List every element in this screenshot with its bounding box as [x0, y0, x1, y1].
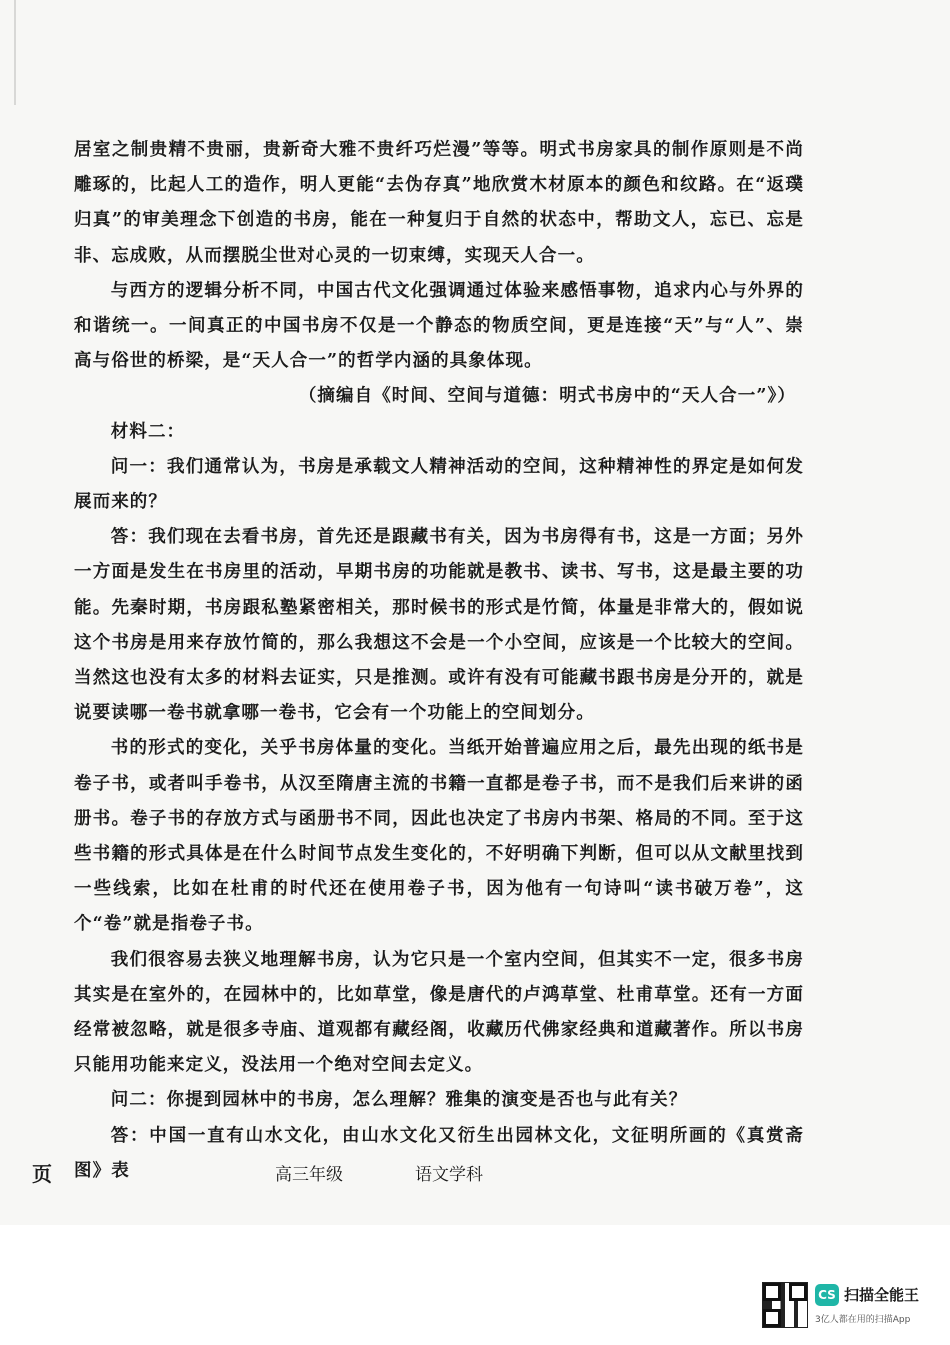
subject-label: 语文学科: [415, 1165, 483, 1185]
page-edge-line: [14, 0, 16, 105]
paragraph-1: 居室之制贵精不贵丽，贵新奇大雅不贵纤巧烂漫”等等。明式书房家具的制作原则是不尚雕琢的，比起人工的造作，明人更能“去伪存真”地欣赏木材原本的颜色和纹路。在“返璞归真”的审美理念下创造的书房，能在一种复归于自然的状态中，帮助文人，忘已、忘是非、忘成败，从而摆脱尘世对心灵的一切束缚，实现天人合一。: [74, 140, 804, 266]
scanner-slogan: 3亿人都在用的扫描App: [815, 1315, 911, 1325]
grade-label: 高三年级: [275, 1165, 343, 1185]
question-two: 问二：你提到园林中的书房，怎么理解？雅集的演变是否也与此有关？: [110, 1090, 688, 1111]
page-footer: [0, 1158, 950, 1188]
scanner-brand-name: 扫描全能王: [844, 1286, 920, 1304]
paragraph-scroll-books: 书的形式的变化，关乎书房体量的变化。当纸开始普遍应用之后，最先出现的纸书是卷子书，或者叫手卷书，从汉至隋唐主流的书籍一直都是卷子书，而不是我们后来讲的函册书。卷子书的存放方式与函册书不同，因此也决定了书房内书架、格局的不同。至于这些书籍的形式具体是在什么时间节点发生变化的，不好明确下判断，但可以从文献里找到一些线索，比如在杜甫的时代还在使用卷子书，因为他有一句诗叫“读书破万卷”，这个“卷”就是指卷子书。: [74, 738, 804, 935]
question-one: 问一：我们通常认为，书房是承载文人精神活动的空间，这种精神性的界定是如何发展而来的？: [74, 456, 804, 513]
material-two-heading: 材料二：: [110, 421, 186, 442]
scanner-watermark: [762, 1282, 932, 1328]
answer-one: 答：我们现在去看书房，首先还是跟藏书有关，因为书房得有书，这是一方面；另外一方面是发生在书房里的活动，早期书房的功能就是教书、读书、写书，这是最主要的功能。先秦时期，书房跟私塾紧密相关，那时候书的形式是竹简，体量是非常大的，假如说这个书房是用来存放竹简的，那么我想这不会是一个小空间，应该是一个比较大的空间。当然这也没有太多的材料去证实，只是推测。或许有没有可能藏书跟书房是分开的，就是说要读哪一卷书就拿哪一卷书，它会有一个功能上的空间划分。: [74, 527, 804, 724]
source-citation: （摘编自《时间、空间与道德：明式书房中的“天人合一”》）: [298, 386, 796, 407]
camscanner-logo-icon: CS: [815, 1284, 839, 1306]
answer-two: 答：中国一直有山水文化，由山水文化又衍生出园林文化，文征明所画的《真赏斋图》表: [74, 1125, 804, 1181]
paragraph-study-space: 我们很容易去狭义地理解书房，认为它只是一个室内空间，但其实不一定，很多书房其实是在室外的，在园林中的，比如草堂，像是唐代的卢鸿草堂、杜甫草堂。还有一方面经常被忽略，就是很多寺庙、道观都有藏经阁，收藏历代佛家经典和道藏著作。所以书房只能用功能来定义，没法用一个绝对空间去定义。: [74, 949, 804, 1076]
page-label: 页: [32, 1162, 52, 1186]
paragraph-2: 与西方的逻辑分析不同，中国古代文化强调通过体验来感悟事物，追求内心与外界的和谐统一。一间真正的中国书房不仅是一个静态的物质空间，更是连接“天”与“人”、崇高与俗世的桥梁，是“天人合一”的哲学内涵的具象体现。: [74, 280, 804, 372]
article-body: [74, 133, 804, 1189]
qr-code-icon: [762, 1282, 808, 1328]
